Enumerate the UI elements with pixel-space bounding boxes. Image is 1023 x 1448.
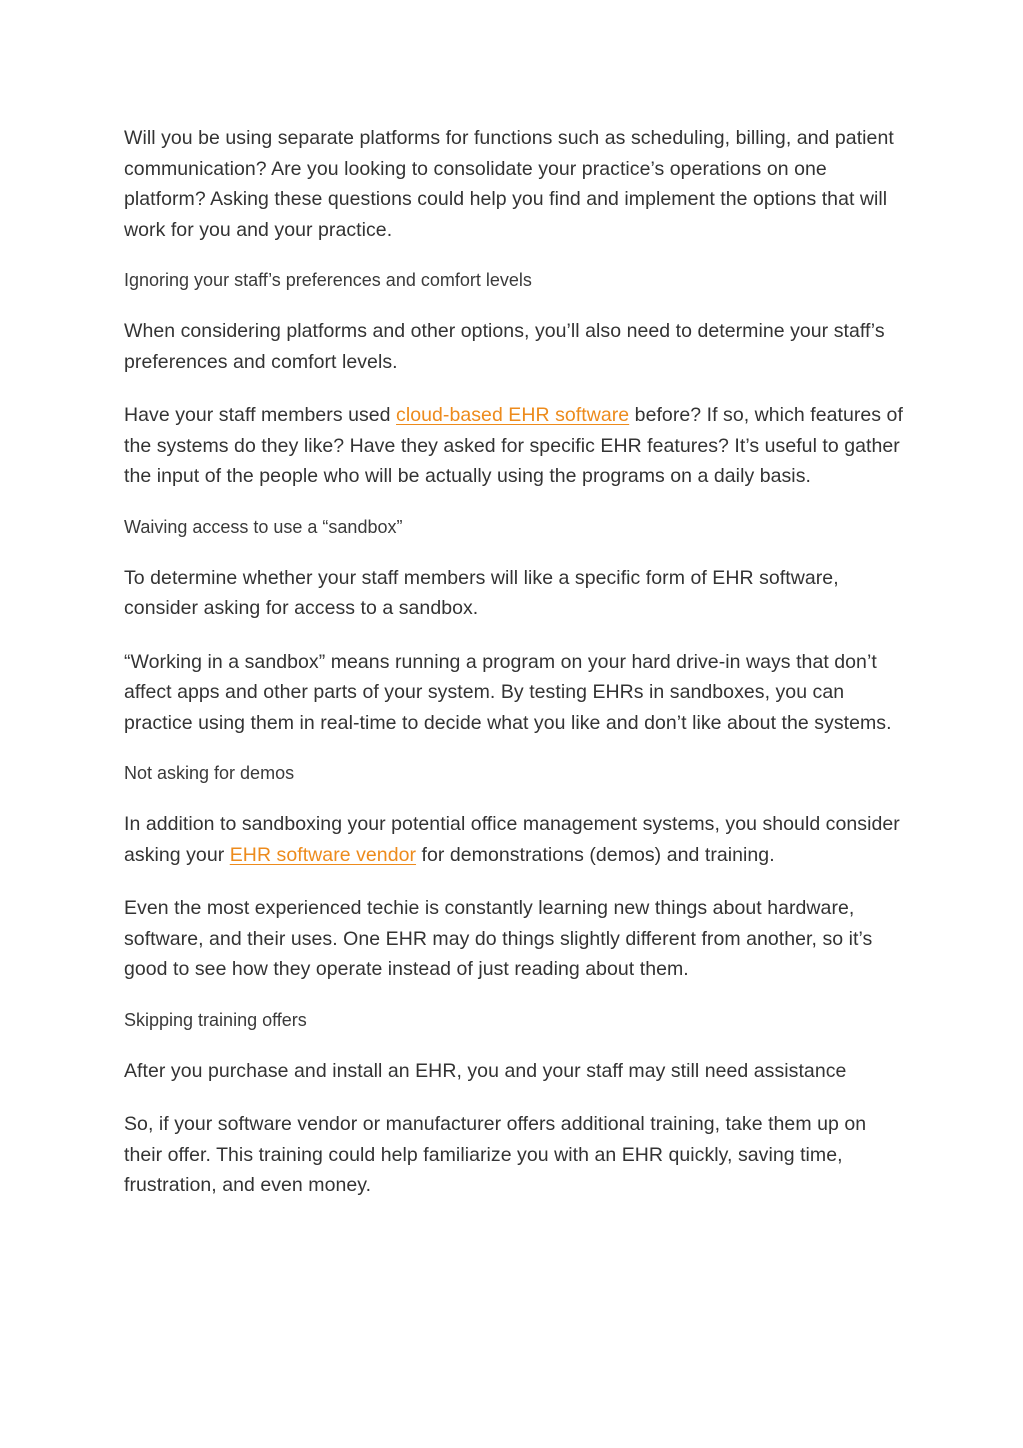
paragraph-sandbox-explained: “Working in a sandbox” means running a program on your hard drive-in ways that don’t affect apps and other parts of your system. By testing EHRs in sandboxes, you can practice using them in real-time to decide what you like and don’t like about the systems. (124, 650, 892, 734)
paragraph-sandbox-access: To determine whether your staff members will like a specific form of EHR software, consider asking for access to a sandbox. (124, 566, 839, 619)
paragraph-demos (124, 809, 904, 870)
text-segment: In addition to sandboxing your potential office management systems, you should consider asking your (124, 813, 900, 866)
document-page (124, 123, 904, 1224)
heading-demos: Not asking for demos (124, 763, 295, 783)
heading-training: Skipping training offers (124, 1009, 307, 1030)
text-segment: before? If so, which features of the systems do they like? Have they asked for specific EHR features? It’s useful to gather the input of the people who will be actually using the programs on a daily basis. (124, 404, 903, 487)
text-segment: for demonstrations (demos) and training. (416, 843, 775, 866)
paragraph-assistance: After you purchase and install an EHR, you and your staff may still need assistance (124, 1059, 847, 1082)
text-segment: Have your staff members used (124, 404, 397, 426)
paragraph-cloud-ehr (124, 400, 904, 492)
paragraph-staff-preferences: When considering platforms and other options, you’ll also need to determine your staff’s preferences and comfort levels. (124, 320, 885, 373)
paragraph-techie: Even the most experienced techie is constantly learning new things about hardware, software, and their uses. One EHR may do things slightly different from another, so it’s good to see how they operate instead of just reading about them. (124, 897, 873, 980)
paragraph-platforms: Will you be using separate platforms for functions such as scheduling, billing, and patient communication? Are you looking to consolidate your practice’s operations on one platform? Asking these questions could help you find and implement the options that will work for you and your practice. (124, 127, 894, 241)
link-cloud-based-ehr-software[interactable]: cloud-based EHR software (396, 404, 630, 426)
paragraph-training-offer: So, if your software vendor or manufacturer offers additional training, take them up on their offer. This training could help familiarize you with an EHR quickly, saving time, frustration, and even money. (124, 1113, 867, 1196)
heading-staff-preferences: Ignoring your staff’s preferences and comfort levels (124, 270, 532, 290)
link-ehr-software-vendor[interactable]: EHR software vendor (229, 843, 417, 866)
heading-sandbox: Waiving access to use a “sandbox” (124, 516, 403, 537)
